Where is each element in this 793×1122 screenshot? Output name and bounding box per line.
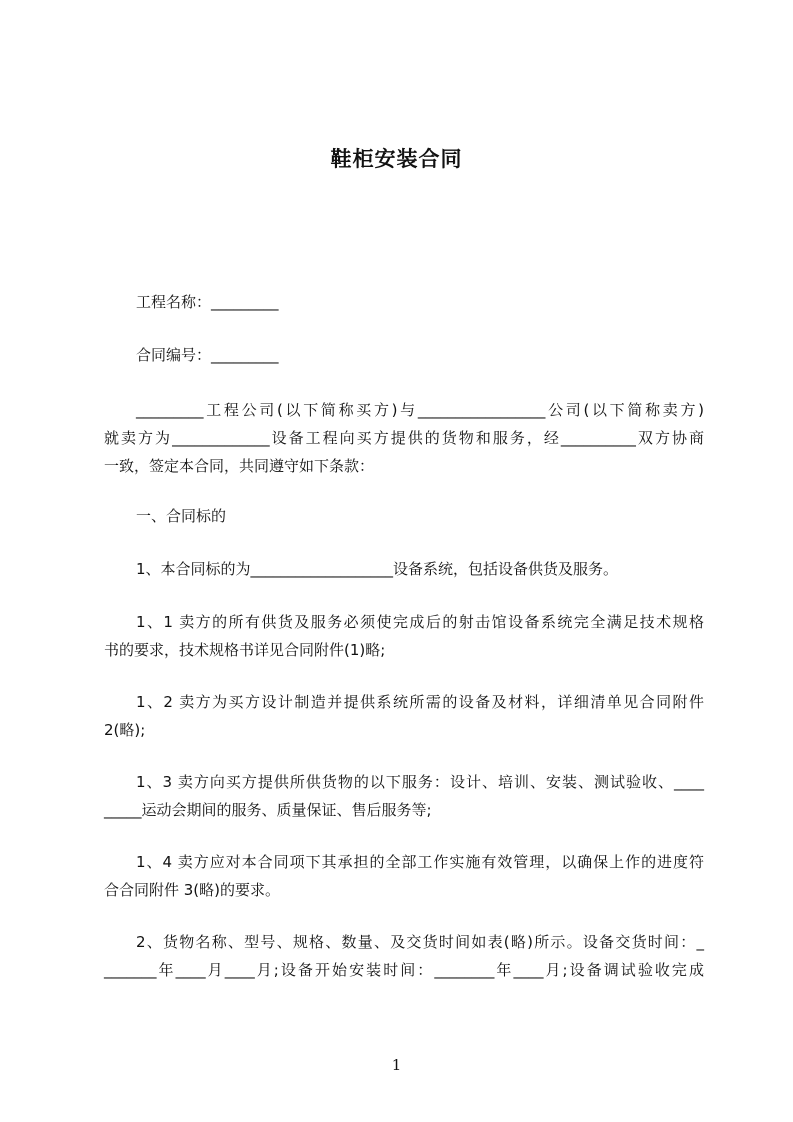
clause-1-2	[104, 688, 704, 744]
clause-1-4-line-2: 合合同附件 3(略)的要求。	[104, 881, 281, 899]
clause-1-line: 1、本合同标的为___________________设备系统，包括设备供货及服务。	[136, 560, 619, 578]
clause-2-line-1: 2、货物名称、型号、规格、数量、及交货时间如表(略)所示。设备交货时间：_	[136, 933, 704, 951]
clause-1-2-line-2: 2(略);	[104, 721, 146, 739]
section-1-heading: 一、合同标的	[136, 507, 227, 525]
clause-1-1-line-1: 1、1 卖方的所有供货及服务必须使完成后的射击馆设备系统完全满足技术规格	[136, 613, 704, 631]
clause-1-1-line-2: 书的要求，技术规格书详见合同附件(1)略;	[104, 641, 386, 659]
clause-1-3	[104, 768, 704, 824]
document-title: 鞋柜安装合同	[330, 147, 463, 171]
clause-1-3-line-2: _____运动会期间的服务、质量保证、售后服务等;	[104, 801, 432, 819]
intro-line-2: 就卖方为_____________设备工程向买方提供的货物和服务，经__________双方协商	[104, 429, 704, 447]
page-number: 1	[391, 1056, 402, 1074]
contract-number-field: 合同编号：_________	[136, 346, 279, 364]
intro-line-3: 一致，签定本合同，共同遵守如下条款：	[104, 457, 375, 475]
intro-line-1: _________工程公司(以下简称买方)与_________________公司(以下简称卖方)	[136, 401, 704, 419]
project-name-field: 工程名称：_________	[136, 293, 279, 311]
clause-2-line-2: _______年____月____月;设备开始安装时间：________年____月;设备调试验收完成	[104, 961, 704, 979]
clause-1-3-line-1: 1、3 卖方向买方提供所供货物的以下服务：设计、培训、安装、测试验收、____	[136, 773, 704, 791]
clause-2	[104, 928, 704, 984]
clause-1-4	[104, 848, 704, 904]
clause-1-2-line-1: 1、2 卖方为买方设计制造并提供系统所需的设备及材料，详细清单见合同附件	[136, 693, 704, 711]
intro-paragraph	[104, 396, 704, 480]
clause-1	[104, 555, 704, 583]
clause-1-4-line-1: 1、4 卖方应对本合同项下其承担的全部工作实施有效管理，以确保上作的进度符	[136, 853, 704, 871]
clause-1-1	[104, 608, 704, 664]
